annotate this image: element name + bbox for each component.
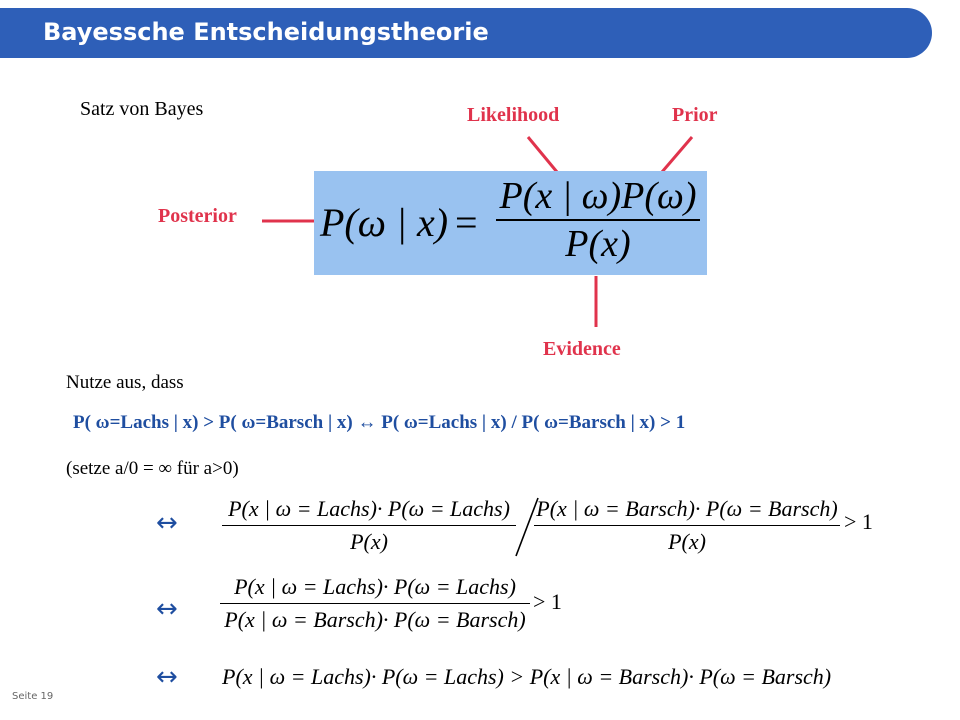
fraction-bar [534,525,840,526]
step1-left-denominator: P(x) [350,529,388,555]
intro-text: Nutze aus, dass [66,372,184,393]
step1-right-numerator: P(x | ω = Barsch)· P(ω = Barsch) [536,496,838,521]
fraction-bar [220,603,530,604]
prior-label: Prior [672,104,718,126]
step3-expression: P(x | ω = Lachs)· P(ω = Lachs) > P(x | ω = Barsch)· P(ω = Barsch) [222,664,832,689]
section-heading: Satz von Bayes [80,98,204,120]
prior-connector [662,137,692,172]
fraction-bar [222,525,516,526]
equivalence-arrow-2: ↔ [156,594,178,624]
step2-relation: > 1 [533,589,562,614]
step2-numerator: P(x | ω = Lachs)· P(ω = Lachs) [234,574,516,599]
comparison-line: P( ω=Lachs | x) > P( ω=Barsch | x) ↔ P( ω=Lachs | x) / P( ω=Barsch | x) > 1 [73,412,686,433]
equivalence-arrow-3: ↔ [156,662,178,692]
posterior-label: Posterior [158,205,237,227]
step1-right-fraction [534,496,840,555]
posterior-expression: P(ω | x) [320,200,449,245]
step2-denominator: P(x | ω = Barsch)· P(ω = Barsch) [224,607,526,633]
step1-right-denominator: P(x) [668,529,706,555]
note-text: (setze a/0 = ∞ für a>0) [66,458,239,479]
bayes-fraction [496,174,700,266]
step2-fraction [220,574,530,633]
evidence-label: Evidence [543,338,621,360]
page-number: Seite 19 [12,691,54,702]
equivalence-arrow-1: ↔ [156,508,178,538]
bayes-numerator: P(x | ω)P(ω) [499,175,697,217]
step1-left-numerator: P(x | ω = Lachs)· P(ω = Lachs) [228,496,510,521]
likelihood-label: Likelihood [467,104,560,126]
step1-left-fraction [222,496,516,555]
fraction-bar [496,219,700,221]
step1-relation: > 1 [844,509,873,534]
likelihood-connector [528,137,557,172]
slide-title: Bayessche Entscheidungstheorie [43,18,489,46]
bayes-denominator: P(x) [565,223,631,265]
equals-sign: = [455,200,478,245]
